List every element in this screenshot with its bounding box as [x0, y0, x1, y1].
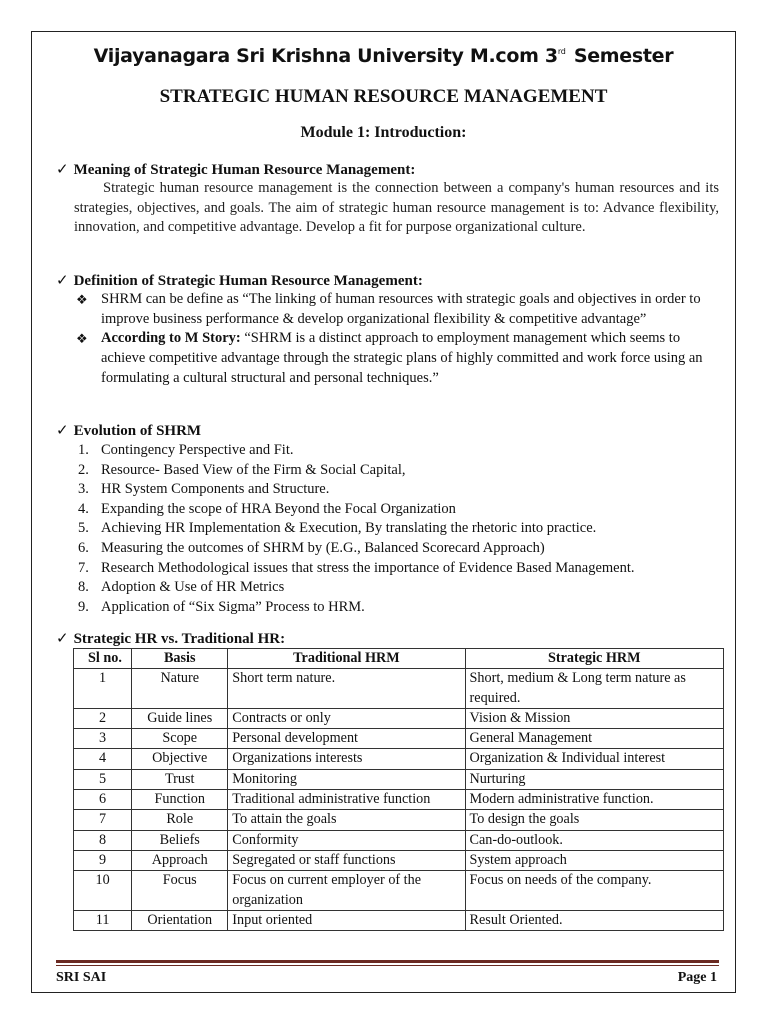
table-row: [74, 871, 724, 911]
check-icon: ✓: [56, 162, 69, 178]
list-item-text: Measuring the outcomes of SHRM by (E.G., Balanced Scorecard Approach): [101, 539, 545, 556]
diamond-bullet-icon: ❖: [76, 292, 88, 307]
comparison-table: [73, 648, 724, 931]
meaning-paragraph: Strategic human resource management is the connection between a company's human resources and its strategies, objectives, and goals. The aim of strategic human resource management is to: Advance flexibility, innovation, and competitive advantage. Develop a fit for purpose organizational culture.: [74, 180, 719, 236]
table-cell: Short term nature.: [228, 669, 465, 709]
page-number: Page 1: [677, 970, 717, 985]
table-cell: 1: [74, 669, 132, 709]
table-cell: Scope: [132, 729, 228, 749]
table-cell: 9: [74, 850, 132, 870]
table-cell: Can-do-outlook.: [465, 830, 723, 850]
definition-heading: ✓ Definition of Strategic Human Resource Management:: [56, 273, 423, 289]
table-cell: Result Oriented.: [465, 910, 723, 930]
table-row: [74, 729, 724, 749]
table-cell: Beliefs: [132, 830, 228, 850]
table-row: [74, 810, 724, 830]
table-row: [74, 669, 724, 709]
table-cell: 2: [74, 708, 132, 728]
table-row: [74, 790, 724, 810]
list-item-number: 1.: [78, 442, 89, 458]
table-cell: Focus on needs of the company.: [465, 871, 723, 911]
table-cell: Nurturing: [465, 769, 723, 789]
table-cell: Vision & Mission: [465, 708, 723, 728]
check-icon: ✓: [56, 631, 69, 647]
list-item-text: Research Methodological issues that stress the importance of Evidence Based Management.: [101, 559, 635, 576]
list-item-number: 5.: [78, 520, 89, 537]
table-cell: Focus on current employer of the organization: [228, 871, 465, 911]
list-item: [76, 559, 726, 579]
list-item-text: Adoption & Use of HR Metrics: [101, 579, 285, 596]
table-cell: Objective: [132, 749, 228, 769]
table-cell: Nature: [132, 669, 228, 709]
column-header: Sl no.: [74, 649, 132, 669]
table-cell: 7: [74, 810, 132, 830]
table-row: [74, 769, 724, 789]
footer-divider: [56, 960, 719, 963]
table-cell: Segregated or staff functions: [228, 850, 465, 870]
definition-bullet-1: ❖ SHRM can be define as “The linking of human resources with strategic goals and objectives in order to improve business performance & develop organizational flexibility & competitive advantage”: [76, 291, 701, 327]
table-cell: Contracts or only: [228, 708, 465, 728]
table-cell: To attain the goals: [228, 810, 465, 830]
list-item-text: HR System Components and Structure.: [101, 481, 330, 498]
evolution-list: [76, 441, 726, 617]
list-item: [76, 539, 726, 559]
list-item-number: 2.: [78, 461, 89, 478]
table-cell: 5: [74, 769, 132, 789]
column-header: Strategic HRM: [465, 649, 723, 669]
definition-bullets: [74, 290, 724, 389]
table-cell: 11: [74, 910, 132, 930]
university-title: Vijayanagara Sri Krishna University M.com 3rd Semester: [93, 45, 674, 67]
table-cell: 3: [74, 729, 132, 749]
list-item-text: Expanding the scope of HRA Beyond the Focal Organization: [101, 500, 456, 517]
subject-title: STRATEGIC HUMAN RESOURCE MANAGEMENT: [159, 86, 608, 107]
list-item: [76, 598, 726, 618]
list-item-number: 9.: [78, 598, 89, 615]
table-cell: Modern administrative function.: [465, 790, 723, 810]
table-cell: Organizations interests: [228, 749, 465, 769]
column-header: Basis: [132, 649, 228, 669]
list-item-text: Achieving HR Implementation & Execution, By translating the rhetoric into practice.: [101, 520, 597, 537]
table-row: [74, 749, 724, 769]
check-icon: ✓: [56, 423, 69, 439]
table-cell: Organization & Individual interest: [465, 749, 723, 769]
table-cell: Role: [132, 810, 228, 830]
list-item-text: Resource- Based View of the Firm & Social Capital,: [101, 461, 406, 478]
table-cell: 10: [74, 871, 132, 911]
table-cell: Approach: [132, 850, 228, 870]
table-cell: Focus: [132, 871, 228, 911]
table-cell: Monitoring: [228, 769, 465, 789]
module-title: Module 1: Introduction:: [300, 124, 467, 141]
check-icon: ✓: [56, 273, 69, 289]
table-cell: Short, medium & Long term nature as required.: [465, 669, 723, 709]
table-cell: Conformity: [228, 830, 465, 850]
table-cell: To design the goals: [465, 810, 723, 830]
list-item-number: 6.: [78, 539, 89, 556]
evolution-heading: ✓ Evolution of SHRM: [56, 423, 202, 439]
column-header: Traditional HRM: [228, 649, 465, 669]
meaning-heading: ✓ Meaning of Strategic Human Resource Management:: [56, 162, 416, 178]
table-cell: System approach: [465, 850, 723, 870]
list-item-number: 4.: [78, 500, 89, 517]
table-cell: 6: [74, 790, 132, 810]
list-item-text: Contingency Perspective and Fit.: [101, 442, 294, 458]
footer-author: SRI SAI: [56, 970, 107, 985]
footer-divider: [56, 965, 719, 966]
list-item: [76, 461, 726, 481]
list-item: [76, 578, 726, 598]
list-item-number: 3.: [78, 481, 89, 498]
table-cell: Input oriented: [228, 910, 465, 930]
list-item-text: Application of “Six Sigma” Process to HRM.: [101, 598, 365, 615]
list-item-number: 8.: [78, 579, 89, 596]
table-header-row: [74, 649, 724, 669]
table-cell: General Management: [465, 729, 723, 749]
list-item: [76, 480, 726, 500]
list-item: [76, 519, 726, 539]
table-row: [74, 830, 724, 850]
comparison-heading: ✓ Strategic HR vs. Traditional HR:: [56, 631, 286, 647]
table-row: [74, 850, 724, 870]
table-row: [74, 708, 724, 728]
table-cell: Function: [132, 790, 228, 810]
table-cell: 4: [74, 749, 132, 769]
table-cell: Trust: [132, 769, 228, 789]
list-item-number: 7.: [78, 559, 89, 576]
table-cell: Guide lines: [132, 708, 228, 728]
list-item: [76, 441, 726, 461]
list-item: [76, 500, 726, 520]
document-page: [31, 31, 736, 993]
table-row: [74, 910, 724, 930]
table-cell: Traditional administrative function: [228, 790, 465, 810]
table-cell: Personal development: [228, 729, 465, 749]
diamond-bullet-icon: ❖: [76, 331, 88, 347]
definition-bullet-2: ❖ According to M Story: “SHRM is a distinct approach to employment management which seems to achieve competitive advantage through the strategic plans of highly committed and work force using an formulating a cultural structural and personal techniques.”: [76, 330, 703, 386]
table-cell: 8: [74, 830, 132, 850]
table-cell: Orientation: [132, 910, 228, 930]
